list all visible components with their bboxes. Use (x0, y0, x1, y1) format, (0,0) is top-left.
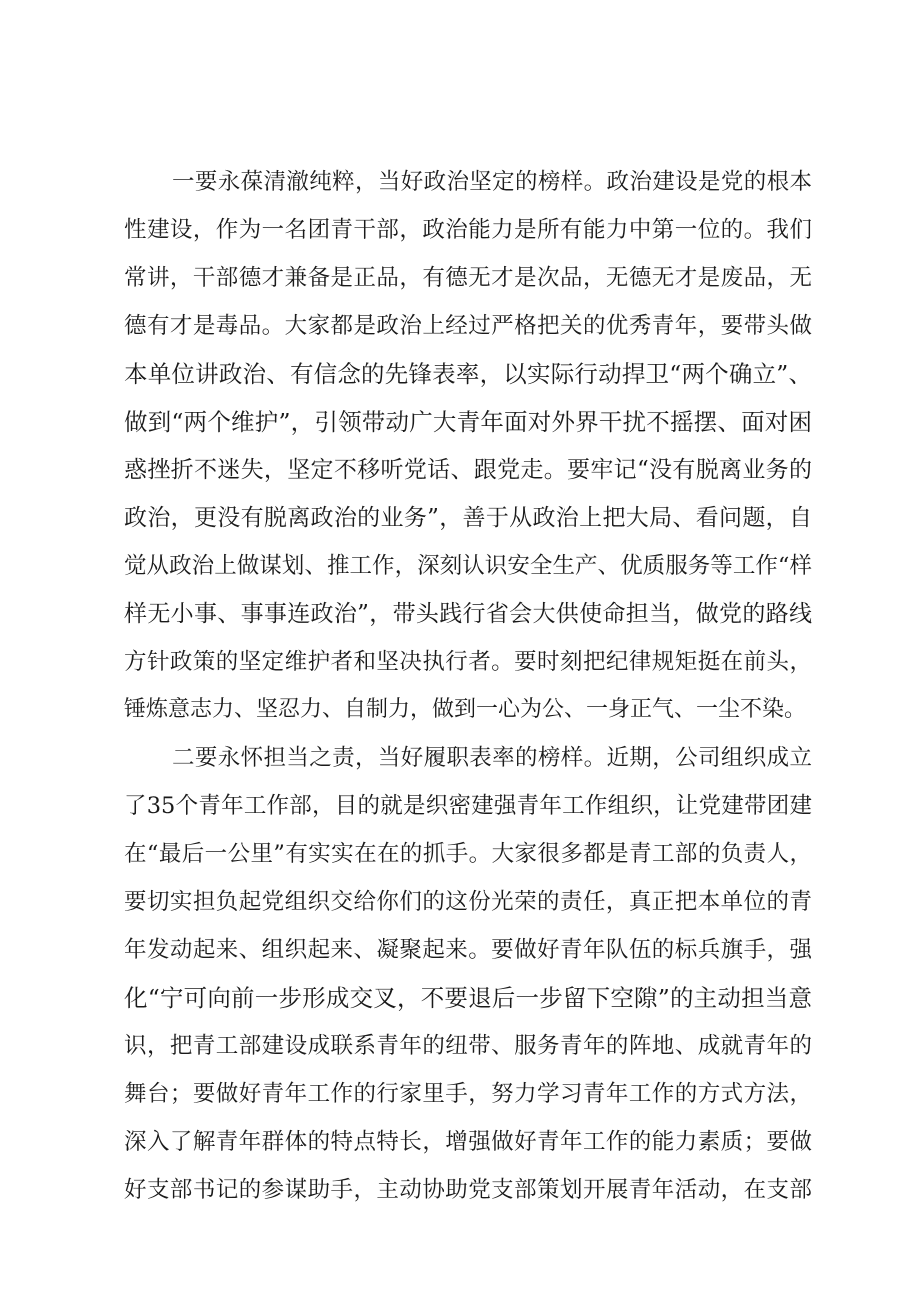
paragraph-2-line-10: 好支部书记的参谋助手，主动协助党支部策划开展青年活动，在支部 (124, 1177, 812, 1203)
paragraph-1-line-6: 做到“两个维护”，引领带动广大青年面对外界干扰不摇摆、面对困 (124, 408, 812, 436)
paragraph-2-line-9: 深入了解青年群体的特点特长，增强做好青年工作的能力素质；要做 (124, 1129, 812, 1155)
paragraph-1-line-12: 锤炼意志力、坚忍力、自制力，做到一心为公、一身正气、一尘不染。 (124, 697, 807, 722)
paragraph-1-line-2: 性建设，作为一名团青干部，政治能力是所有能力中第一位的。我们 (124, 217, 812, 243)
paragraph-2-line-5: 年发动起来、组织起来、凝聚起来。要做好青年队伍的标兵旗手，强 (124, 937, 812, 963)
paragraph-1-line-8: 政治，更没有脱离政治的业务”，善于从政治上把大局、看问题，自 (124, 505, 812, 531)
paragraph-1-line-10: 样无小事、事事连政治”，带头践行省会大供使命担当，做党的路线 (124, 601, 812, 627)
paragraph-2-line-6: 化“宁可向前一步形成交叉，不要退后一步留下空隙”的主动担当意 (124, 984, 812, 1012)
paragraph-2-line-2: 了35个青年工作部，目的就是织密建强青年工作组织，让党建带团建 (124, 793, 812, 819)
paragraph-2-line-1: 二要永怀担当之责，当好履职表率的榜样。近期，公司组织成立 (172, 745, 812, 771)
paragraph-1-line-1: 一要永葆清澈纯粹，当好政治坚定的榜样。政治建设是党的根本 (172, 169, 812, 195)
paragraph-1-line-5: 本单位讲政治、有信念的先锋表率，以实际行动捍卫“两个确立”、 (124, 360, 812, 388)
paragraph-2-line-4: 要切实担负起党组织交给你们的这份光荣的责任，真正把本单位的青 (124, 889, 812, 915)
paragraph-1-line-7: 惑挫折不迷失，坚定不移听党话、跟党走。要牢记“没有脱离业务的 (124, 457, 812, 483)
paragraph-2-line-7: 识，把青工部建设成联系青年的纽带、服务青年的阵地、成就青年的 (124, 1033, 812, 1059)
paragraph-1-line-9: 觉从政治上做谋划、推工作，深刻认识安全生产、优质服务等工作“样 (124, 553, 812, 579)
paragraph-1-line-3: 常讲，干部德才兼备是正品，有德无才是次品，无德无才是废品，无 (124, 265, 812, 291)
paragraph-1-line-4: 德有才是毒品。大家都是政治上经过严格把关的优秀青年，要带头做 (124, 313, 812, 339)
paragraph-2-line-3: 在“最后一公里”有实实在在的抓手。大家很多都是青工部的负责人， (124, 841, 812, 867)
paragraph-1-line-11: 方针政策的坚定维护者和坚决执行者。要时刻把纪律规矩挺在前头， (124, 649, 812, 675)
paragraph-2-line-8: 舞台；要做好青年工作的行家里手，努力学习青年工作的方式方法， (124, 1081, 812, 1107)
